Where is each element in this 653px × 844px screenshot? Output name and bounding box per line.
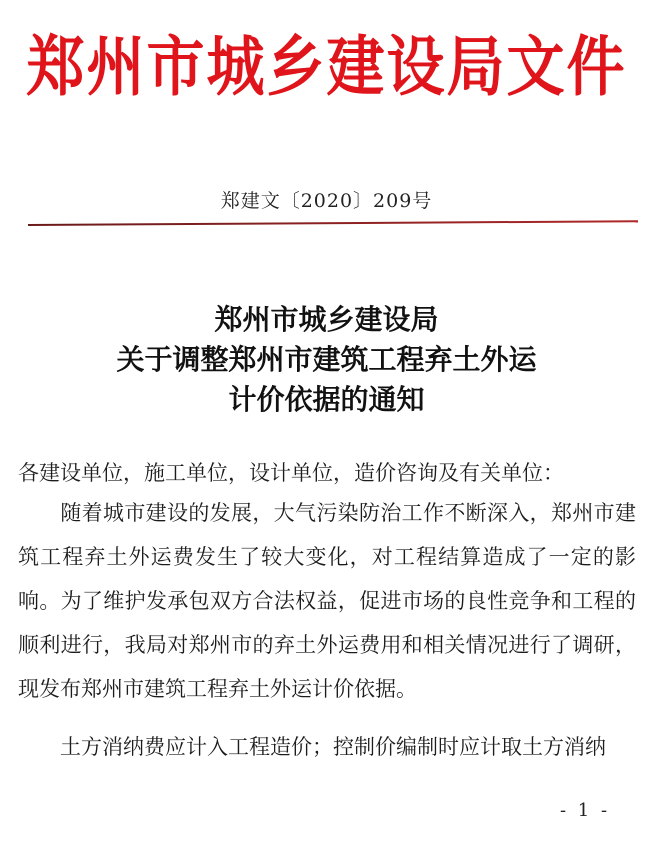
- salutation: 各建设单位，施工单位，设计单位，造价咨询及有关单位：: [18, 461, 564, 485]
- body-paragraph-1: [18, 491, 636, 711]
- masthead-title: 郑州市城乡建设局文件: [26, 28, 627, 105]
- paragraph-text: 土方消纳费应计入工程造价；控制价编制时应计取土方消纳: [60, 735, 606, 759]
- page-number: - 1 -: [560, 800, 611, 821]
- title-line-2: 关于调整郑州市建筑工程弃土外运: [116, 343, 537, 376]
- paragraph-text: 随着城市建设的发展，大气污染防治工作不断深入，郑州市建筑工程弃土外运费发生了较大变化，对工程结算造成了一定的影响。为了维护发承包双方合法权益，促进市场的良性竞争和工程的顺利进行，我局对郑州市的弃土外运费用和相关情况进行了调研，现发布郑州市建筑工程弃土外运计价依据。: [18, 501, 636, 701]
- title-line-3: 计价依据的通知: [228, 383, 425, 416]
- title-line-1: 郑州市城乡建设局: [214, 303, 439, 336]
- red-divider-line: [28, 220, 638, 226]
- body-paragraph-2: [18, 725, 636, 769]
- document-number: 郑建文〔2020〕209号: [220, 190, 433, 212]
- notice-title: [0, 300, 653, 420]
